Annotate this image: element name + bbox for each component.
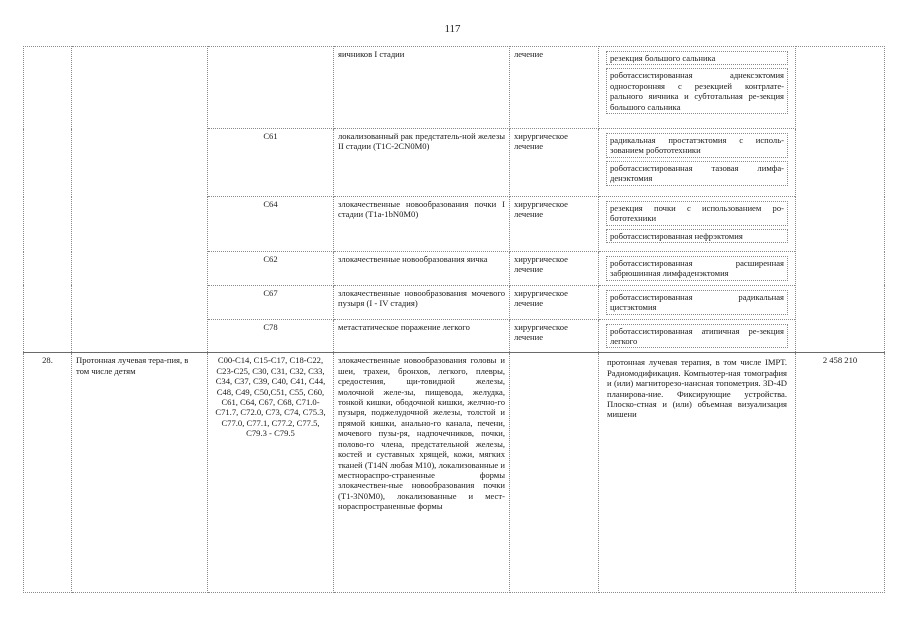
diagnosis: локализованный рак предстатель-ной железы II стадии (T1C-2CN0M0): [334, 129, 510, 197]
entry-name: Протонная лучевая тера-пия, в том числе детям: [72, 353, 208, 593]
icd-code: C67: [208, 285, 334, 319]
method-item: роботассистированная нефрэктомия: [606, 229, 788, 243]
diagnosis: злокачественные новообразования головы и шеи, трахеи, бронхов, легкого, плевры, средостения, щи-товидной железы, молочной желе-зы, пищевода, желудка, тонкой кишки, ободочной кишки, желчно-го пузыря, поджелудочной железы, толстой и прямой кишки, анально-го канала, печени, мочевого пузы-ря, надпочечников, почки, полово-го члена, предстательной железы, костей и суставных хрящей, кожи, мягких тканей (T14N любая M10), локализованные и местнораспро-страненные формы злокачествен-ные новообразования почки (T1-3N0M0), локализованные и мест-нораспространенные формы: [334, 353, 510, 593]
treatment-type: хирургическое лечение: [510, 285, 599, 319]
diagnosis: злокачественные новообразования яичка: [334, 252, 510, 286]
treatment-type: хирургическое лечение: [510, 129, 599, 197]
method-item: роботассистированная атипичная ре-зекция легкого: [606, 324, 788, 349]
entry-number: 28.: [24, 353, 72, 593]
icd-code-list: C00-C14, C15-C17, C18-C22, C23-C25, C30, C31, C32, C33, C34, C37, C39, C40, C41, C44, C48, C49, C50,C51, C55, C60, C61, C64, C67, C68, C71.0-C71.7, C72.0, C73, C74, C75.3, C77.0, C77.1, C77.2, C77.5, C79.3 - C79.5: [208, 353, 334, 593]
table-row-entry-28: [24, 353, 885, 593]
treatment-type: хирургическое лечение: [510, 197, 599, 252]
method-cell: [599, 129, 796, 197]
method-item: роботассистированная расширенная забрюшинная лимфаденэктомия: [606, 256, 788, 281]
method-cell: [599, 353, 796, 593]
method-cell: [599, 252, 796, 286]
name-cell-continued: [72, 47, 208, 353]
page-number: 117: [444, 23, 461, 35]
method-cell: [599, 47, 796, 129]
table-row: [24, 47, 885, 129]
treatment-type: [510, 353, 599, 593]
method-item: роботассистированная аднексэктомия односторонняя с резекцией контрлате-рального яичника и субтотальная ре-зекция большого сальника: [606, 68, 788, 114]
diagnosis: злокачественные новообразования мочевого пузыря (I - IV стадия): [334, 285, 510, 319]
method-item: роботассистированная тазовая лимфа-денэктомия: [606, 161, 788, 186]
treatment-type: хирургическое лечение: [510, 319, 599, 353]
treatment-type: лечение: [510, 47, 599, 129]
cost-value: 2 458 210: [796, 353, 885, 593]
diagnosis: злокачественные новообразования почки I стадии (T1a-1bN0M0): [334, 197, 510, 252]
cost-cell-continued: [796, 47, 885, 353]
icd-code: C78: [208, 319, 334, 353]
icd-code: C64: [208, 197, 334, 252]
method-item: радикальная простатэктомия с исполь-зованием робототехники: [606, 133, 788, 158]
icd-code: C62: [208, 252, 334, 286]
method-item: резекция большого сальника: [606, 51, 788, 65]
number-cell-continued: [24, 47, 72, 353]
icd-code: [208, 47, 334, 129]
method-cell: [599, 197, 796, 252]
diagnosis: метастатическое поражение легкого: [334, 319, 510, 353]
method-item: резекция почки с использованием ро-бототехники: [606, 201, 788, 226]
method-description: протонная лучевая терапия, в том числе IMPT. Радиомодификация. Компьютер-ная томография и (или) магниторезо-нансная топометрия. 3D-4D планирова-ние. Фиксирующие устройства. Плоско-стная и (или) объемная визуализация мишени: [607, 357, 787, 420]
method-item: роботассистированная радикальная цистэктомия: [606, 290, 788, 315]
method-cell: [599, 319, 796, 353]
method-cell: [599, 285, 796, 319]
diagnosis: яичников I стадии: [334, 47, 510, 129]
icd-code: C61: [208, 129, 334, 197]
treatment-type: хирургическое лечение: [510, 252, 599, 286]
procedures-table: [23, 46, 885, 593]
